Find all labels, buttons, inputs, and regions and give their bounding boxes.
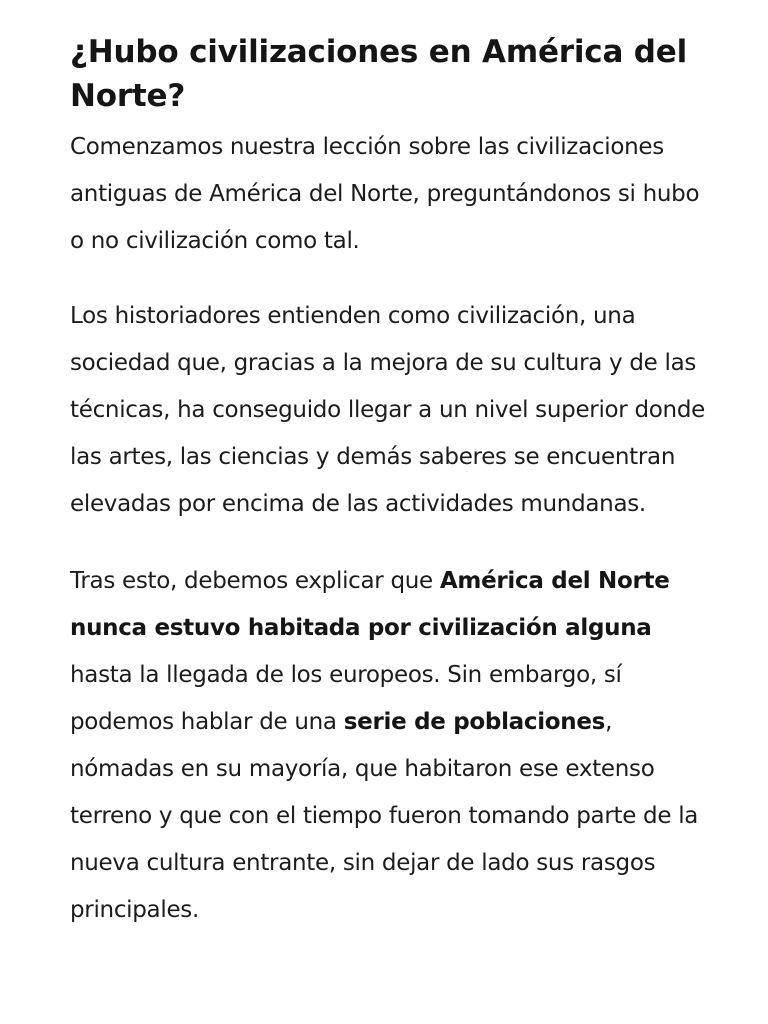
- paragraph-intro: Comenzamos nuestra lección sobre las civilizaciones antiguas de América del Norte, preguntándonos si hubo o no civilización como tal.: [70, 134, 700, 254]
- article-title: ¿Hubo civilizaciones en América del Norte?: [70, 34, 688, 114]
- bold-term: serie de poblaciones: [343, 709, 606, 735]
- paragraph-text-segment: , nómadas en su mayoría, que habitaron ese extenso terreno y que con el tiempo fueron tomando parte de la nueva cultura entrante, sin dejar de lado sus rasgos principales.: [70, 709, 699, 923]
- article: [70, 0, 720, 934]
- paragraph-text-segment: Tras esto, debemos explicar que: [70, 568, 440, 594]
- paragraph-definition: Los historiadores entienden como civilización, una sociedad que, gracias a la mejora de su cultura y de las técnicas, ha conseguido llegar a un nivel superior donde las artes, las ciencias y demás saberes se encuentran elevadas por encima de las actividades mundanas.: [70, 303, 705, 517]
- paragraph-text-segment: hasta la llegada de los europeos. Sin embargo, sí podemos hablar de una: [70, 662, 622, 735]
- paragraph-conclusion: [70, 558, 720, 934]
- bold-statement: América del Norte nunca estuvo habitada por civilización alguna: [70, 568, 670, 641]
